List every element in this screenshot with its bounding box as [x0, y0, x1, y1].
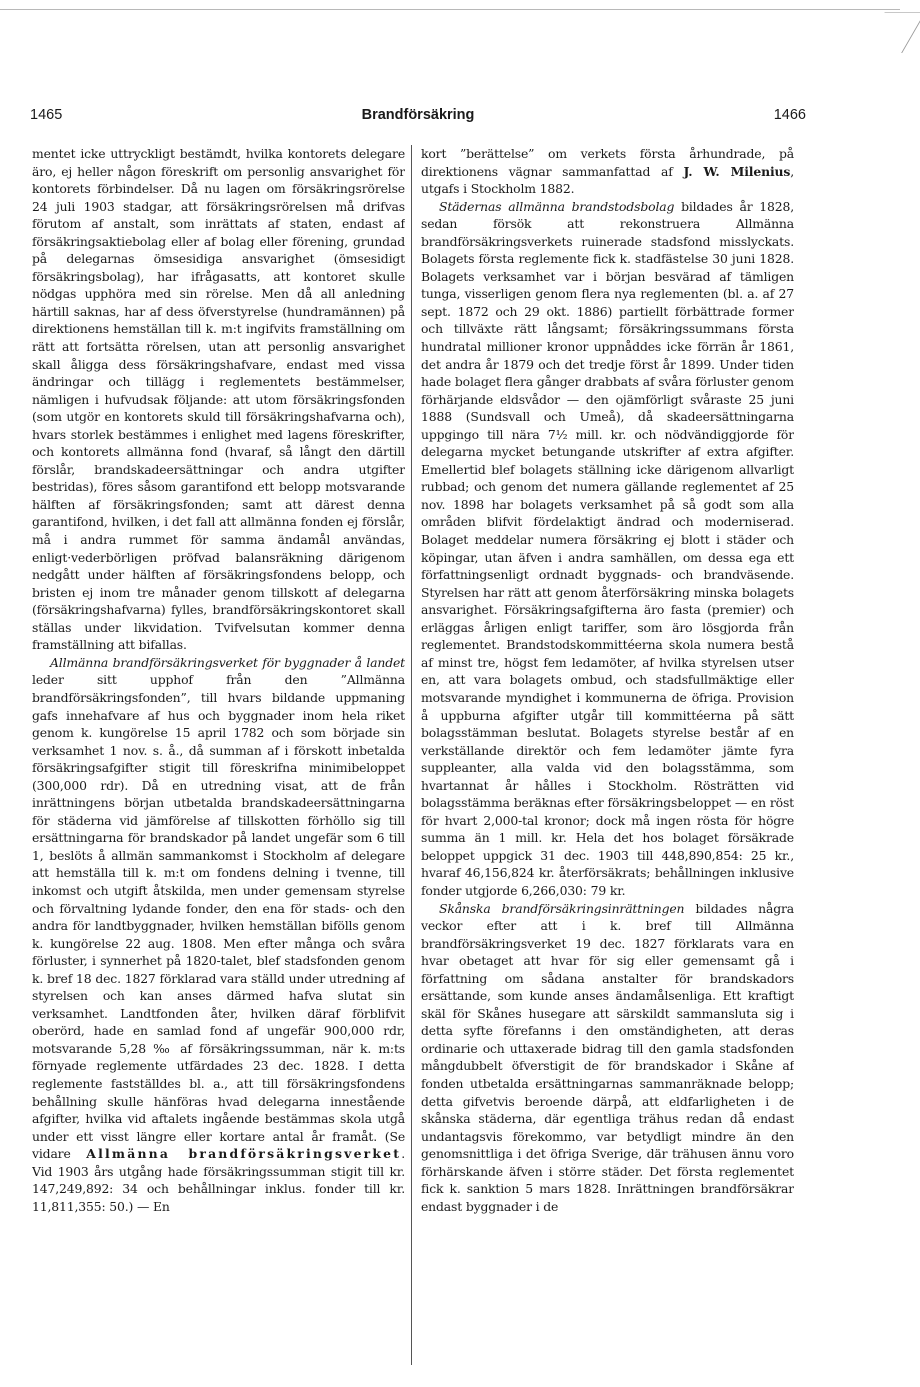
page-corner-mark [861, 12, 920, 53]
cross-reference: Allmänna brandförsäkringsverket [86, 1146, 402, 1162]
paragraph-text: bildades år 1828, sedan försök att rekonstruera Allmänna brandförsäkringsverkets ruinerade stadsfond misslyckats. Bolagets första reglemente fick k. stadfästelse 30 juni 1828. Bolagets verksamhet var i början besvärad af tämligen tunga, visserligen genom flera nya reglementen (bl. a. af 27 sept. 1872 och 29 okt. 1886) partiellt förbättrade former och tillväxte rätt långsamt; försäkringssummans första hundratal millioner kronor uppnåddes icke förrän år 1861, det andra år 1879 och det tredje först år 1899. Under tiden hade bolaget flera gånger drabbats af svåra förluster genom förhärjande eldsvådor — den ojämförligt svåraste 25 juni 1888 (Sundsvall och Umeå), då skadeersättningarna uppgingo till nära 7½ mill. kr. och nödvändiggjorde för delegarna mycket betungande utskrifter af extra afgifter. Emellertid blef bolagets ställning icke därigenom allvarligt rubbad; och genom det numera gällande reglementet af 25 nov. 1898 har bolagets verksamhet på så godt som alla områden blifvit fördelaktigt ändrad och moderniserad. Bolaget meddelar numera försäkring ej blott i städer och köpingar, utan äfven i andra samhällen, om dessa ega ett författningsenligt ordnadt byggnads- och brandväsende. Styrelsen har rätt att genom återförsäkring minska bolagets ansvarighet. Försäkringsafgifterna äro fasta (premier) och erläggas årligen enligt tariffer, som äro lösgjorda från reglementet. Brandstodskommittéerna skola numera bestå af minst tre, högst fem ledamöter, af hvilka styrelsen utser en, att vara bolagets ombud, och stadsfullmäktige eller motsvarande myndighet i kommunerna de öfriga. Provision å uppburna afgifter utgår till kommittéerna på sätt bolagsstämman beslutat. Bolagets styrelse består af en verkställande direktör och fem ledamöter jämte fyra suppleanter, alla valda vid den bolagsstämma, som hvartannat år hålles i Stockholm. Rösträtten vid bolagsstämma beräknas efter försäkringsbeloppet — en röst för hvart 2,000-tal kronor; dock må ingen rösta för högre summa än 1 mill. kr. Hela det hos bolaget försäkrade beloppet uppgick 31 dec. 1903 till 448,890,854: 25 kr., hvaraf 46,156,824 kr. återförsäkrats; behållningen inklusive fonder utgjorde 6,266,030: 79 kr. [421, 198, 794, 898]
running-title: Brandförsäkring [361, 107, 475, 123]
paragraph-text: . Vid 1903 års utgång hade försäkringssumman stigit till kr. 147,249,892: 34 och behållningar inklus. fonder till kr. 11,811,355: 50.) — En [32, 1146, 405, 1214]
paragraph [421, 145, 794, 198]
author-name: J. W. Milenius [683, 163, 791, 179]
article-heading: Städernas allmänna brandstodsbolag [439, 198, 675, 214]
article-heading: Skånska brandförsäkringsinrättningen [439, 900, 685, 916]
left-column [32, 145, 405, 1370]
paragraph-text: bildades några veckor efter att i k. bref till Allmänna brandförsäkringsverket 19 dec. 1827 förklarats vara en hvar obetaget att hvar för sig eller gemensamt gå i författning om sådana anstalter för brandskadors ersättande, som kunde anses ändamålsenliga. Ett kraftigt skäl för Skånes husegare att särskildt sammansluta sig i detta syfte förefanns i den omständigheten, att deras ordinarie och uttaxerade bidrag till den gamla stadsfonden mångdubbelt öfverstigit de för brandskador i Skåne af fonden utbetalda ersättningarnas sammanräknade belopp; detta gifvetvis beroende därpå, att eldfarligheten i de skånska städerna, där egentliga trähus redan då endast undantagsvis förekommo, var betydligt mindre än den genomsnittliga i det öfriga Sverige, där trähusen ännu voro förhärskande äfven i större städer. Det första reglementet fick k. sanktion 5 mars 1828. Inrättningen brandförsäkrar endast byggnader i de [421, 900, 794, 1214]
paragraph [32, 654, 405, 1216]
paragraph-text: leder sitt upphof från den ”Allmänna brandförsäkringsfonden”, till hvars bildande uppmaning gafs innehafvare af hus och byggnader inom hela riket genom k. kungörelse 15 april 1782 och som började sin verksamhet 1 nov. s. å., då summan af i förskott inbetalda försäkringsafgifter stigit till föreskrifna minimibeloppet (300,000 rdr). Då en utredning visat, att de från inrättningens början utbetalda brandskadeersättningarna för städerna vid jämförelse af tillskotten förhöllo sig till ersättningarna för brandskador på landet ungefär som 6 till 1, beslöts å allmän sammankomst i Stockholm af delegare att hemställa till k. m:t om fondens delning i tvenne, till inkomst och utgift åtskilda, men under gemensam styrelse och förvaltning lydande fonder, den ena för stads- och den andra för landtbyggnader, hvilken hemställan bifölls genom k. kungörelse 22 aug. 1808. Men efter många och svåra förluster, i synnerhet på 1820-talet, blef stadsfonden genom k. bref 18 dec. 1827 förklarad vara ställd under utredning af styrelsen och kan anses därmed hafva slutat sin verksamhet. Landtfonden åter, hvilken däraf förblifvit oberörd, hade en samlad fond af ungefär 900,000 rdr, motsvarande 5,28 ‰ af försäkringssumman, när k. m:ts förnyade reglemente utfärdades 23 dec. 1828. I detta reglemente fastställdes bl. a., att till försäkringsfondens behållning skulle hänföras hvad delegarna innestående afgifter, hvilka vid aftalets ingående bestämmas skola utgå under ett visst längre eller kortare antal år framåt. (Se vidare [32, 672, 405, 1162]
page-number-left: 1465 [30, 107, 63, 123]
paragraph-text: kort ”berättelse” om verkets första århundrade, på direktionens vägnar sammanfattad af [421, 146, 794, 179]
page-number-right: 1466 [773, 107, 806, 123]
paragraph: mentet icke uttryckligt bestämdt, hvilka kontorets delegare äro, ej heller någon föreskrift om personlig ansvarighet för kontorets förbindelser. Då nu lagen om försäkringsrörelse 24 juli 1903 stadgar, att försäkringsrörelsen må drifvas förutom af anstalt, som inrättats af staten, endast af försäkringsaktiebolag eller af bolag eller förening, grundad på delegarnas ömsesidiga ansvarighet (ömsesidigt försäkringsbolag), har ifrågasatts, att kontoret skulle nödgas upphöra med sin rörelse. Men då all anledning härtill saknas, har af dess öfverstyrelse (hundramännen) på direktionens hemställan till k. m:t ingifvits framställning om rätt att fortsätta rörelsen, utan att personlig ansvarighet skall åligga dess försäkringshafvare, endast med vissa ändringar och tillägg i reglementets bestämmelser, nämligen i hufvudsak följande: att utom försäkringsfonden (som utgör en kontorets skuld till försäkringshafvarna och), hvars storlek bestämmes i enlighet med lagens föreskrifter, och kontorets allmänna fond (hvaraf, så långt den därtill förslår, brandskadeersättningar och andra utgifter bestridas), föres såsom garantifond ett belopp motsvarande hälften af försäkringsfonden; samt att därest denna garantifond, hvilken, i det fall att allmänna fonden ej förslår, må i andra rummet för samma ändamål användas, enligt·vederbörligen pröfvad balansräkning därigenom nedgått under hälften af försäkringsfondens belopp, och bristen ej inom tre månader genom tillskott af delegarna (försäkringshafvarna) fylles, brandförsäkringskontoret skall ställas under likvidation. Tvifvelsutan kommer denna framställning att bifallas. [32, 146, 405, 653]
paragraph [421, 198, 794, 900]
page-header [30, 107, 806, 127]
scan-edge-line [0, 9, 900, 10]
paragraph [421, 900, 794, 1216]
right-column [421, 145, 794, 1370]
paragraph-text: , utgafs i Stockholm 1882. [421, 163, 794, 197]
article-heading: Allmänna brandförsäkringsverket för byggnader å landet [50, 654, 405, 670]
column-divider [411, 145, 412, 1365]
